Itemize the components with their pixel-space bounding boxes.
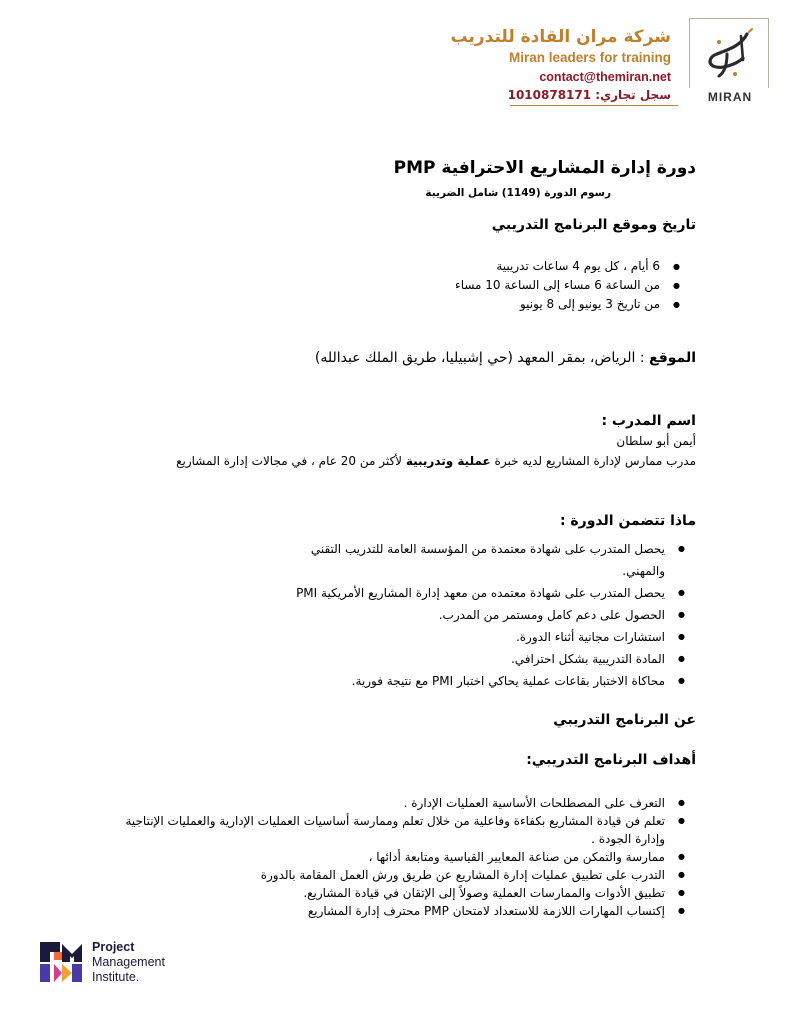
location-line xyxy=(315,350,696,366)
company-info xyxy=(371,26,671,104)
includes-list xyxy=(265,538,685,692)
company-registry: سجل تجاري: 1010878171 xyxy=(507,88,671,102)
list-item: ● تطبيق الأدوات والممارسات العملية وصولاً إلى الإتقان في قيادة المشاريع. xyxy=(95,884,685,902)
miran-calligraphy-icon xyxy=(697,24,761,82)
header-divider xyxy=(510,105,678,106)
list-item: ● يحصل المتدرب على شهادة معتمدة من المؤسسة العامة للتدريب التقني والمهني. xyxy=(265,538,685,582)
pmi-mark-icon xyxy=(40,942,84,984)
location-value: : الرياض، بمقر المعهد (حي إشبيليا، طريق الملك عبدالله) xyxy=(314,350,650,366)
list-item: ● استشارات مجانية أثناء الدورة. xyxy=(265,626,685,648)
list-item: ● محاكاة الاختبار بقاعات عملية يحاكي اختبار PMI مع نتيجة فورية. xyxy=(265,670,685,692)
list-item: ● ممارسة والتمكن من صناعة المعايير القياسية ومتابعة أدائها ، xyxy=(95,848,685,866)
schedule-list xyxy=(340,257,680,314)
list-item: ● إكتساب المهارات اللازمة للاستعداد لامتحان PMP محترف إدارة المشاريع xyxy=(95,902,685,920)
schedule-heading: تاريخ وموقع البرنامج التدريبي xyxy=(491,217,696,233)
list-item: ● التعرف على المصطلحات الأساسية العمليات الإدارة . xyxy=(95,794,685,812)
trainer-desc-bold: عملية وتدريبية xyxy=(405,454,491,468)
about-heading: عن البرنامج التدريبي xyxy=(553,712,696,728)
list-item: ● يحصل المتدرب على شهادة معتمده من معهد إدارة المشاريع الأمريكية PMI xyxy=(265,582,685,604)
list-item: ● تعلم فن قيادة المشاريع بكفاءة وفاعلية من خلال تعلم وممارسة أساسيات العمليات الإدارية والعمليات الإنتاجية وإدارة الجودة . xyxy=(95,812,685,848)
trainer-heading: اسم المدرب : xyxy=(601,413,696,429)
course-fee: رسوم الدورة (1149) شامل الضريبة xyxy=(425,187,611,199)
trainer-desc-before: مدرب ممارس لإدارة المشاريع لديه خبرة xyxy=(490,454,696,468)
pmi-line-2: Management xyxy=(92,955,165,969)
trainer-desc-after: لأكثر من 20 عام ، في مجالات إدارة المشاريع xyxy=(176,454,406,468)
list-item: ● الحصول على دعم كامل ومستمر من المدرب. xyxy=(265,604,685,626)
goals-list xyxy=(95,794,685,920)
list-item: ● من تاريخ 3 يونيو إلى 8 يونيو xyxy=(340,295,680,314)
miran-logo xyxy=(689,18,771,104)
location-label: الموقع xyxy=(649,350,696,366)
pmi-logo xyxy=(40,940,200,990)
company-name-ar: شركة مران القادة للتدريب xyxy=(450,27,671,47)
includes-heading: ماذا تتضمن الدورة : xyxy=(559,513,696,529)
company-name-en: Miran leaders for training xyxy=(508,50,671,65)
trainer-description xyxy=(156,454,696,468)
company-email: contact@themiran.net xyxy=(539,70,671,84)
pmi-line-3: Institute. xyxy=(92,970,140,984)
list-item: ● من الساعة 6 مساء إلى الساعة 10 مساء xyxy=(340,276,680,295)
pmi-wordmark xyxy=(92,940,165,985)
pmi-line-1: Project xyxy=(92,940,135,954)
course-title: دورة إدارة المشاريع الاحترافية PMP xyxy=(393,158,696,178)
goals-heading: أهداف البرنامج التدريبي: xyxy=(526,752,696,768)
list-item: ● التدرب على تطبيق عمليات إدارة المشاريع عن طريق ورش العمل المقامة بالدورة xyxy=(95,866,685,884)
trainer-name: أيمن أبو سلطان xyxy=(616,434,696,448)
logo-wordmark: MIRAN xyxy=(707,90,753,104)
list-item: ● المادة التدريبية بشكل احترافي. xyxy=(265,648,685,670)
list-item: ● 6 أيام ، كل يوم 4 ساعات تدريبية xyxy=(340,257,680,276)
